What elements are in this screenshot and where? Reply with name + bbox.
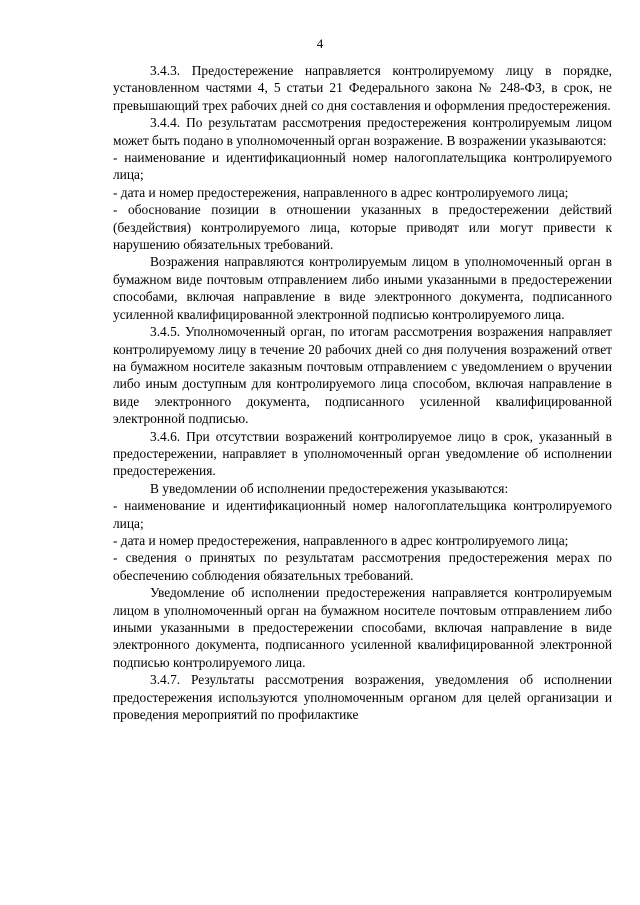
paragraph-3-4-3: 3.4.3. Предостережение направляется контролируемому лицу в порядке, установленном частями 4, 5 статьи 21 Федерального закона № 248-ФЗ, в срок, не превышающий трех рабочих дней со дня составления и оформления предостережения. [113,63,612,113]
paragraph-notification-intro: В уведомлении об исполнении предостережения указываются: [150,480,509,496]
list-item: - наименование и идентификационный номер налогоплательщика контролируемого лица; [113,150,612,183]
paragraph-3-4-6: 3.4.6. При отсутствии возражений контролируемое лицо в срок, указанный в предостережении, направляет в уполномоченный орган уведомление об исполнении предостережения. [113,428,612,479]
list-item: - дата и номер предостережения, направленного в адрес контролируемого лица; [113,184,569,200]
list-item: - наименование и идентификационный номер налогоплательщика контролируемого лица; [113,498,612,531]
paragraph-notification: Уведомление об исполнении предостережения направляется контролируемым лицом в уполномоченный орган на бумажном носителе почтовым отправлением либо иными указанными в предостережении способами, включая направление в виде электронного документа, подписанного усиленной квалифицированной электронной подписью контролируемого лица. [113,585,612,670]
list-item: - дата и номер предостережения, направленного в адрес контролируемого лица; [113,532,569,548]
list-item: - сведения о принятых по результатам рассмотрения предостережения мерах по обеспечению соблюдения обязательных требований. [113,550,612,583]
paragraph-3-4-4: 3.4.4. По результатам рассмотрения предостережения контролируемым лицом может быть подано в уполномоченный орган возражение. В возражении указываются: [113,115,612,148]
paragraph-3-4-5: 3.4.5. Уполномоченный орган, по итогам рассмотрения возражения направляет контролируемому лицу в течение 20 рабочих дней со дня получения возражений ответ на бумажном носителе заказным почтовым отправлением с уведомлением о вручении либо иным доступным для контролируемого лица способом, включая направление в виде электронного документа, подписанного усиленной квалифицированной электронной подписью. [113,324,612,427]
list-item: - обоснование позиции в отношении указанных в предостережении действий (бездействия) контролируемого лица, которые приводят или могут привести к нарушению обязательных требований. [113,202,612,253]
paragraph-3-4-7: 3.4.7. Результаты рассмотрения возражения, уведомления об исполнении предостережения используются уполномоченным органом для целей организации и проведения мероприятий по профилактике [113,672,612,723]
page-number: 4 [316,36,324,51]
document-body [113,62,612,723]
paragraph-objections: Возражения направляются контролируемым лицом в уполномоченный орган в бумажном виде почтовым отправлением либо иными указанными в предостережении способами, включая направление в виде электронного документа, подписанного усиленной квалифицированной электронной подписью контролируемого лица. [113,254,612,322]
